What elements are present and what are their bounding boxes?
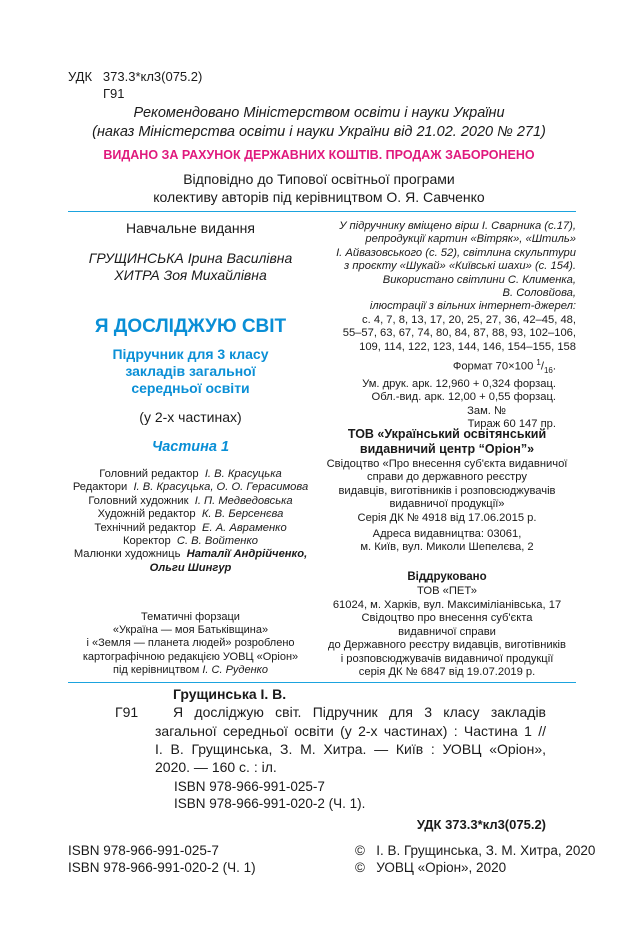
credit-row xyxy=(68,468,313,481)
catalog-isbn xyxy=(174,779,365,812)
subtitle-line-3: середньої освіти xyxy=(131,380,250,396)
flyleaf-line: картографічною редакцією УОВЦ «Оріон» xyxy=(82,650,299,663)
publisher-name-line: ТОВ «Український освітянський xyxy=(347,427,547,441)
printer-line: до Державного реєстру видавців, виготівників xyxy=(327,639,566,651)
printer-block xyxy=(318,585,576,680)
catalog-entry-line: загальної середньої освіти (у 2-х частинах) : Частина 1 // xyxy=(155,723,546,739)
specs-line: Зам. № xyxy=(467,404,506,417)
credit-name: С. В. Войтенко xyxy=(176,535,258,548)
illustrator-role: Малюнки художниць xyxy=(73,548,181,561)
contents-block xyxy=(318,220,576,354)
specs-line: Ум. друк. арк. 12,960 + 0,324 форзац. xyxy=(362,377,556,390)
udk-code: 373.3*кл3(075.2) xyxy=(102,69,203,84)
credit-row xyxy=(68,481,313,494)
printer-line: Свідоцтво про внесення суб'єкта xyxy=(361,612,533,624)
publisher-cert-line: Свідоцтво «Про внесення суб'єкта видавничої xyxy=(326,458,568,470)
specs-block xyxy=(318,356,556,432)
catalog-entry-line: І. В. Грущинська, З. М. Хитра. — Київ : УОВЦ «Оріон», xyxy=(155,741,546,757)
illustrator-names: Наталії Андрійченко, xyxy=(186,548,308,561)
credit-name: І. В. Красуцька xyxy=(204,468,282,480)
credit-name: І. В. Красуцька, О. О. Герасимова xyxy=(133,481,309,494)
catalog-entry-last: 2020. — 160 с. : іл. xyxy=(155,759,277,775)
subtitle-line-1: Підручник для 3 класу xyxy=(112,346,269,362)
program-line-2: колективу авторів під керівництвом О. Я. Савченко xyxy=(153,189,485,205)
copyright-block xyxy=(355,843,595,876)
catalog-isbn-line: ISBN 978-966-991-025-7 xyxy=(174,779,325,794)
specs-line: Обл.-вид. арк. 12,00 + 0,55 форзац. xyxy=(371,391,556,404)
catalog-udk: УДК 373.3*кл3(075.2) xyxy=(416,817,546,832)
catalog-code: Г91 xyxy=(115,704,139,720)
publisher-cert-line: видавничої продукції» xyxy=(389,498,505,511)
credit-name: К. В. Берсенєва xyxy=(201,508,284,521)
catalog-isbn-line: ISBN 978-966-991-020-2 (Ч. 1). xyxy=(174,795,366,811)
parts-note: (у 2-х частинах) xyxy=(139,409,242,425)
catalog-author: Грущинська І. В. xyxy=(173,686,287,702)
flyleaf-supervisor-name: І. С. Руденко xyxy=(202,663,268,676)
order-line: (наказ Міністерства освіти і науки України від 21.02. 2020 № 271) xyxy=(92,124,546,140)
format-line: Формат 70×100 $^1/_{16}$. xyxy=(452,358,556,375)
credit-name: Е. А. Авраменко xyxy=(202,521,287,534)
pages-line: с. 4, 7, 8, 13, 17, 20, 25, 27, 36, 42–45, 48, xyxy=(362,313,576,326)
credits-block xyxy=(68,468,313,575)
publisher-cert-line: справи до державного реєстру xyxy=(366,471,527,484)
part-label: Частина 1 xyxy=(151,439,230,455)
credit-role: Коректор xyxy=(123,535,171,548)
flyleaf-line: Тематичні форзаци xyxy=(141,611,240,623)
publisher-name xyxy=(318,427,576,456)
publisher-cert xyxy=(318,458,576,525)
contents-line: ілюстрації з вільних інтернет-джерел: xyxy=(369,300,576,313)
publisher-address xyxy=(318,528,576,555)
printer-line: видавничої справи xyxy=(398,625,496,638)
publisher-cert-line: видавців, виготівників і розповсюджувачів xyxy=(338,484,556,497)
printer-line: 61024, м. Харків, вул. Максиміліанівська, 17 xyxy=(332,598,562,611)
contents-line: з проєкту «Шукай» «Київські шахи» (с. 154). xyxy=(344,260,576,273)
copyright-line: © УОВЦ «Оріон», 2020 xyxy=(355,859,507,875)
contents-line: В. Соловйова, xyxy=(502,287,576,300)
illustrator-row-2 xyxy=(68,562,313,575)
credit-role: Редактори xyxy=(72,481,128,494)
catalog-separator xyxy=(68,682,576,683)
printer-line: і розповсюджувачів видавничої продукції xyxy=(340,652,554,665)
publisher-name-line: видавничий центр “Оріон”» xyxy=(359,441,535,456)
format-suffix: . xyxy=(552,360,556,373)
printer-line: ТОВ «ПЕТ» xyxy=(417,585,477,597)
contents-line: репродукції картин «Вітряк», «Штиль» xyxy=(365,233,576,246)
udk-header xyxy=(68,69,202,84)
bottom-isbn xyxy=(68,843,256,876)
pages-line: 109, 114, 122, 123, 144, 146, 154–155, 158 xyxy=(359,340,576,353)
credit-role: Художній редактор xyxy=(97,508,196,521)
specs-line: Тираж 60 147 пр. xyxy=(467,418,556,431)
flyleaf-line: «Україна — моя Батьківщина» xyxy=(112,624,269,637)
credit-role: Головний редактор xyxy=(99,468,199,480)
credit-row xyxy=(68,535,313,548)
credit-role: Технічний редактор xyxy=(94,521,196,534)
credit-row xyxy=(68,522,313,535)
recommended-line: Рекомендовано Міністерством освіти і науки України xyxy=(133,105,505,121)
printed-label: Віддруковано xyxy=(407,571,487,583)
format-prefix: Формат 70×100 xyxy=(452,360,534,373)
program-line-1: Відповідно до Типової освітньої програми xyxy=(183,171,455,187)
copyright-line: © І. В. Грущинська, З. М. Хитра, 2020 xyxy=(355,843,596,858)
format-sub: 16 xyxy=(543,365,553,375)
credit-role: Головний художник xyxy=(88,494,189,507)
book-title: Я ДОСЛІДЖУЮ СВІТ xyxy=(94,316,287,337)
author-2: ХИТРА Зоя Михайлівна xyxy=(114,267,267,283)
subtitle-line-2: закладів загальної xyxy=(125,363,256,379)
edition-type: Навчальне видання xyxy=(126,220,255,236)
catalog-entry-first: Я досліджую світ. Підручник для 3 класу закладів xyxy=(173,704,546,720)
udk-label: УДК xyxy=(68,69,93,84)
author-1: ГРУЩИНСЬКА Ірина Василівна xyxy=(88,250,293,266)
credit-row xyxy=(68,508,313,521)
g-code: Г91 xyxy=(103,86,125,101)
contents-line: У підручнику вміщено вірш І. Сварника (с.17), xyxy=(339,220,576,232)
credit-name: І. П. Медведовська xyxy=(194,494,293,507)
publisher-cert-line: Серія ДК № 4918 від 17.06.2015 р. xyxy=(357,511,537,524)
flyleaf-block xyxy=(68,611,313,677)
illustrator-row xyxy=(68,548,313,561)
contents-line: І. Айвазовського (с. 52), світлина скульптури xyxy=(336,246,576,259)
contents-line: Використано світлини С. Клименка, xyxy=(382,273,576,286)
flyleaf-line: і «Земля — планета людей» розроблено xyxy=(86,637,295,650)
flyleaf-supervisor xyxy=(68,664,313,677)
state-funded-notice: ВИДАНО ЗА РАХУНОК ДЕРЖАВНИХ КОШТІВ. ПРОДАЖ ЗАБОРОНЕНО xyxy=(103,148,535,162)
printer-line: серія ДК № 6847 від 19.07.2019 р. xyxy=(358,666,536,678)
bottom-isbn-line: ISBN 978-966-991-025-7 xyxy=(68,843,219,858)
flyleaf-supervisor-prefix: під керівництвом xyxy=(113,663,200,676)
publisher-address-line: Адреса видавництва: 03061, xyxy=(372,528,522,540)
publisher-address-line: м. Київ, вул. Миколи Шепелєва, 2 xyxy=(360,541,534,554)
catalog-entry-body xyxy=(155,722,546,776)
bottom-isbn-line: ISBN 978-966-991-020-2 (Ч. 1) xyxy=(68,859,256,875)
top-separator xyxy=(68,211,576,212)
illustrator-names-2: Ольги Шингур xyxy=(149,561,232,574)
format-sup: 1 xyxy=(536,358,541,367)
pages-line: 55–57, 63, 67, 74, 80, 84, 87, 88, 93, 102–106, xyxy=(342,327,576,340)
credit-row xyxy=(68,495,313,508)
